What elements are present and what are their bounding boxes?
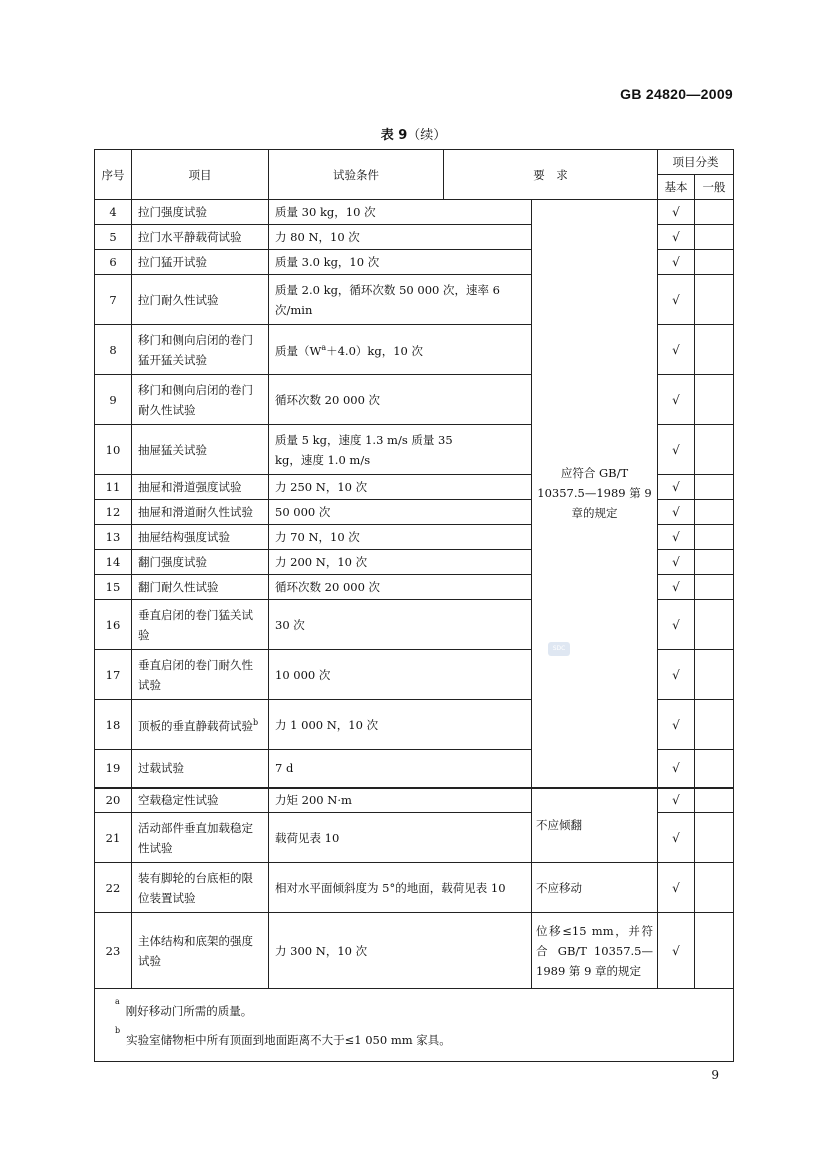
row-condition: 相对水平面倾斜度为 5°的地面，载荷见表 10 <box>269 863 532 913</box>
row-no: 7 <box>95 275 132 325</box>
basic-check: √ <box>658 325 695 375</box>
row-item: 翻门强度试验 <box>132 550 269 575</box>
basic-check: √ <box>658 813 695 863</box>
col-header-basic: 基本 <box>658 175 695 200</box>
row-condition: 循环次数 20 000 次 <box>269 375 532 425</box>
row-condition: 力 70 N，10 次 <box>269 525 532 550</box>
row-no: 23 <box>95 913 132 989</box>
row-item: 抽屉和滑道耐久性试验 <box>132 500 269 525</box>
row-no: 16 <box>95 600 132 650</box>
footnote-text: 实验室储物柜中所有顶面到地面距离不大于≤1 050 mm 家具。 <box>126 1032 451 1047</box>
row-item: 装有脚轮的台底柜的限位装置试验 <box>132 863 269 913</box>
row-no: 15 <box>95 575 132 600</box>
row-item: 移门和侧向启闭的卷门猛开猛关试验 <box>132 325 269 375</box>
basic-check: √ <box>658 863 695 913</box>
basic-check: √ <box>658 250 695 275</box>
basic-check: √ <box>658 650 695 700</box>
row-condition: 质量 2.0 kg，循环次数 50 000 次，速率 6 次/min <box>269 275 532 325</box>
row-condition <box>269 325 532 375</box>
col-header-item: 项目 <box>132 150 269 200</box>
condition-footnote-mark: a <box>321 343 327 353</box>
row-no: 9 <box>95 375 132 425</box>
row-condition: 力 250 N，10 次 <box>269 475 532 500</box>
row-condition: 质量 30 kg，10 次 <box>269 200 532 225</box>
basic-check: √ <box>658 913 695 989</box>
row-item <box>132 700 269 750</box>
col-header-condition: 试验条件 <box>269 150 444 200</box>
row-no: 17 <box>95 650 132 700</box>
row-item: 空载稳定性试验 <box>132 788 269 813</box>
row-item: 拉门水平静载荷试验 <box>132 225 269 250</box>
table-title <box>0 124 827 143</box>
general-check <box>695 500 734 525</box>
table-row <box>95 200 734 225</box>
footnote-mark: a <box>115 997 120 1006</box>
general-check <box>695 700 734 750</box>
row-condition: 力 200 N，10 次 <box>269 550 532 575</box>
basic-check: √ <box>658 475 695 500</box>
row-item: 拉门耐久性试验 <box>132 275 269 325</box>
row-condition: 7 d <box>269 750 532 788</box>
basic-check: √ <box>658 700 695 750</box>
general-check <box>695 225 734 250</box>
row-no: 4 <box>95 200 132 225</box>
footnotes <box>95 989 734 1062</box>
watermark-logo: SDC <box>548 642 570 656</box>
basic-check: √ <box>658 550 695 575</box>
row-item: 垂直启闭的卷门猛关试验 <box>132 600 269 650</box>
row-no: 10 <box>95 425 132 475</box>
row-item: 抽屉结构强度试验 <box>132 525 269 550</box>
row-item: 移门和侧向启闭的卷门耐久性试验 <box>132 375 269 425</box>
page-number: 9 <box>711 1068 719 1082</box>
row-no: 19 <box>95 750 132 788</box>
basic-check: √ <box>658 375 695 425</box>
basic-check: √ <box>658 500 695 525</box>
row-item: 翻门耐久性试验 <box>132 575 269 600</box>
general-check <box>695 250 734 275</box>
requirement-displacement: 位移≤15 mm，并符合 GB/T 10357.5—1989 第 9 章的规定 <box>532 913 658 989</box>
general-check <box>695 913 734 989</box>
general-check <box>695 200 734 225</box>
basic-check: √ <box>658 525 695 550</box>
footnote-mark: b <box>115 1025 121 1035</box>
col-header-requirement: 要 求 <box>444 150 658 200</box>
basic-check: √ <box>658 200 695 225</box>
general-check <box>695 550 734 575</box>
basic-check: √ <box>658 600 695 650</box>
row-no: 8 <box>95 325 132 375</box>
footnote-a <box>115 995 723 1024</box>
general-check <box>695 475 734 500</box>
col-header-no: 序号 <box>95 150 132 200</box>
footnote-row <box>95 989 734 1062</box>
general-check <box>695 275 734 325</box>
row-no: 6 <box>95 250 132 275</box>
row-item: 抽屉猛关试验 <box>132 425 269 475</box>
row-item: 活动部件垂直加载稳定性试验 <box>132 813 269 863</box>
row-condition: 质量 3.0 kg，10 次 <box>269 250 532 275</box>
general-check <box>695 863 734 913</box>
row-condition: 力 300 N，10 次 <box>269 913 532 989</box>
row-no: 14 <box>95 550 132 575</box>
basic-check: √ <box>658 275 695 325</box>
row-condition: 载荷见表 10 <box>269 813 532 863</box>
requirement-gb-10357: 应符合 GB/T 10357.5—1989 第 9 章的规定 <box>532 200 658 788</box>
basic-check: √ <box>658 575 695 600</box>
row-item: 抽屉和滑道强度试验 <box>132 475 269 500</box>
row-no: 11 <box>95 475 132 500</box>
basic-check: √ <box>658 225 695 250</box>
basic-check: √ <box>658 750 695 788</box>
row-no: 12 <box>95 500 132 525</box>
row-item: 拉门猛开试验 <box>132 250 269 275</box>
row-condition: 质量 5 kg，速度 1.3 m/s 质量 35 kg，速度 1.0 m/s <box>269 425 532 475</box>
row-no: 13 <box>95 525 132 550</box>
general-check <box>695 788 734 813</box>
row-no: 5 <box>95 225 132 250</box>
item-text: 顶板的垂直静载荷试验 <box>138 718 253 733</box>
basic-check: √ <box>658 425 695 475</box>
general-check <box>695 375 734 425</box>
row-no: 18 <box>95 700 132 750</box>
general-check <box>695 600 734 650</box>
row-condition: 30 次 <box>269 600 532 650</box>
row-condition: 循环次数 20 000 次 <box>269 575 532 600</box>
row-condition: 50 000 次 <box>269 500 532 525</box>
general-check <box>695 750 734 788</box>
row-condition: 力 80 N，10 次 <box>269 225 532 250</box>
table-row <box>95 788 734 813</box>
general-check <box>695 813 734 863</box>
table-row <box>95 863 734 913</box>
row-item: 拉门强度试验 <box>132 200 269 225</box>
col-header-general: 一般 <box>695 175 734 200</box>
row-condition: 10 000 次 <box>269 650 532 700</box>
table-title-number: 表 9 <box>380 128 408 143</box>
condition-part: 质量（W <box>275 343 322 358</box>
row-condition: 力 1 000 N，10 次 <box>269 700 532 750</box>
test-table <box>94 149 734 1062</box>
requirement-no-tip: 不应倾翻 <box>532 788 658 863</box>
row-item: 垂直启闭的卷门耐久性试验 <box>132 650 269 700</box>
row-no: 21 <box>95 813 132 863</box>
col-header-category: 项目分类 <box>658 150 734 175</box>
condition-part-tail: ＋4.0）kg，10 次 <box>326 343 424 358</box>
table-row <box>95 913 734 989</box>
general-check <box>695 575 734 600</box>
footnote-b <box>115 1024 723 1053</box>
row-condition: 力矩 200 N·m <box>269 788 532 813</box>
general-check <box>695 650 734 700</box>
row-no: 20 <box>95 788 132 813</box>
basic-check: √ <box>658 788 695 813</box>
row-item: 主体结构和底架的强度试验 <box>132 913 269 989</box>
table-title-suffix: （续） <box>407 128 447 143</box>
requirement-no-move: 不应移动 <box>532 863 658 913</box>
footnote-text: 刚好移动门所需的质量。 <box>125 1003 253 1018</box>
general-check <box>695 425 734 475</box>
item-footnote-mark: b <box>253 718 259 728</box>
row-no: 22 <box>95 863 132 913</box>
standard-code: GB 24820—2009 <box>620 86 733 102</box>
general-check <box>695 325 734 375</box>
row-item: 过载试验 <box>132 750 269 788</box>
general-check <box>695 525 734 550</box>
